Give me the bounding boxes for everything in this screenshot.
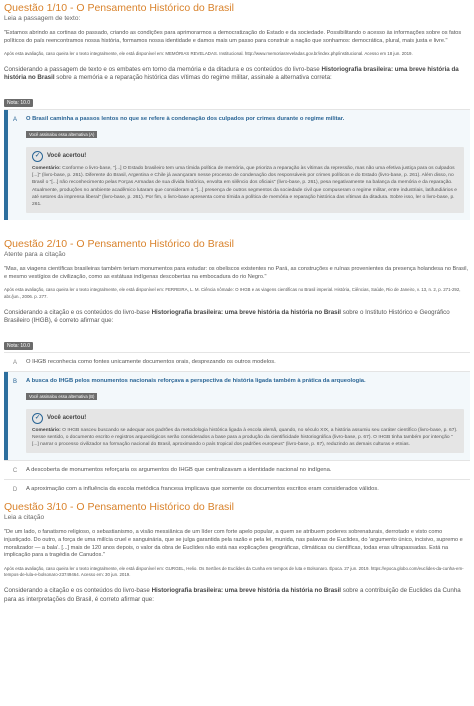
option-letter: C [12,468,18,475]
prompt-book-title: Historiografia brasileira: uma breve história da história no Brasil [4,65,459,82]
question-subtitle: Leia a citação [4,514,45,522]
feedback-title: Você acertou! [47,415,87,422]
comment-text: Conforme o livro-base, "[...] O Estado brasileiro tem uma tímida política de memória, que prioriza a reparação às vítimas da repressão, mas não uma efetiva justiça para os culpados [...]" (livro-base, p. 261). Diferente do Brasil, Argentina e Chile já avançaram nesse processo de condenação dos responsáveis por crimes políticos e do Estado (livro-base, p. 261). Além disso, no Brasil o "[...] não reconhecimento pelas Forças Armadas de sua dívida histórica, envolta em silêncio dos oficiais" (livro-base, p. 261), pesa negativamente na balança da memória e da reparação. Atualmente, produções no ambiente acadêmico lutaram que consideram a "[...] presença de outros segmentos da sociedade civil que compuseram o regime militar, entre industriais, latifundiários e até setores da imprensa liberal" (livro-base, p. 261). Por fim, o livro-base apresenta como tímida a política de memória e reparação histórica das vítimas da ditadura. Sobre isso, ler o livro-base, p. 261. [32,165,458,207]
option-text: O IHGB reconhecia como fontes unicamente documentos orais, desprezando os outros modelos. [26,358,276,365]
comment-text: O IHGB nasceu buscando se adequar aos padrões da metodologia histórica ligada à escola alemã, quando, no século XIX, a história assumiu seu caráter científico (livro-base, p. 67). Nesse sentido, o documento escrito e registros arqueológicos serão considerados a base para a produção da cientificidade historiográfica (livro-base, p. 67). O IHGB tinha também por intenção "[...] narrar o processo civilizador na formação nacional do Brasil, aproximando o país tropical dos padrões europeus" (livro-base, p. 67), reduzindo as demais culturas e etnias. [32,427,458,448]
question-1 [0,2,474,220]
question-prompt [4,66,470,83]
question-subtitle: Leia a passagem de texto: [4,15,81,22]
option-text: A busca do IHGB pelos monumentos nacionais reforçava a perspectiva de história ligada também à prática da arqueologia. [26,377,366,384]
question-reference: Após esta avaliação, caso queira ler o texto integralmente, ele está disponível em: FERREIRA, L. M. Ciência nômade: O IHGB e as viagens científicas no Brasil imperial. História, Ciências, Saúde, Rio de Janeiro, v. 13, n. 2, p. 271-292, abr./jun., 2006. p. 277. [4,287,461,299]
answer-option-b[interactable] [4,371,470,461]
option-letter: A [12,359,17,366]
feedback-comment [32,165,458,208]
question-3 [0,501,474,604]
feedback-comment [32,427,458,449]
question-title: Questão 3/10 - O Pensamento Histórico do Brasil [4,501,234,514]
prompt-text: sobre a memória e a reparação histórica das vítimas do regime militar, assinale a alternativa correta: [54,74,332,82]
comment-label: Comentário: [32,165,63,171]
grade-badge: Nota: 10.0 [4,99,33,107]
option-letter: B [12,378,17,385]
answer-option-c[interactable] [4,460,470,479]
option-letter: A [12,116,17,123]
question-quote: "Mas, as viagens científicas brasileiras também teriam monumentos para estudar: os obeliscos existentes no Pará, as construções e ruínas provenientes da presença holandesa no Brasil, e mesmo vestígios de civilização, como as estátuas indígenas descobertas na embocadura do rio Negro." [4,266,469,280]
question-prompt [4,587,470,604]
feedback-title: Você acertou! [47,153,87,160]
grade-badge: Nota: 10.0 [4,342,33,350]
prompt-book-title: Historiografia brasileira: uma breve história da história no Brasil [151,586,342,594]
prompt-text: sobre a contribuição de Euclides da Cunha para as interpretações do Brasil, é correto afirmar que: [4,586,461,603]
option-letter: D [12,487,18,494]
prompt-text: Considerando a citação e os conteúdos do livro-base [4,308,152,316]
comment-label: Comentário: [32,427,63,433]
prompt-text: Considerando a citação e os conteúdos do livro-base [4,586,152,594]
question-title: Questão 2/10 - O Pensamento Histórico do Brasil [4,238,234,251]
feedback-box [26,147,464,213]
question-prompt [4,309,470,326]
answer-option-d[interactable] [4,479,470,494]
option-text: O Brasil caminha a passos lentos no que se refere à condenação dos culpados por crimes durante o regime militar. [26,115,345,122]
check-icon: ✓ [32,413,43,424]
question-2 [0,238,474,494]
answer-option-a[interactable] [4,109,470,220]
prompt-text: sobre o Instituto Histórico e Geográfico Brasileiro (IHGB), é correto afirmar que: [4,308,450,325]
prompt-book-title: Historiografia brasileira: uma breve história da história no Brasil [151,308,342,316]
prompt-text: Considerando a passagem de texto e os embates em torno da memória e da ditadura e os conteúdos do livro-base [4,65,322,73]
question-reference: Após esta avaliação, caso queira ler o texto integralmente, ele está disponível em: MEMÓRIAS REVELADAS. Institucional. http://www.memoriasreveladas.gov.br/index.php/institucional. Acesso em 18 jun. 2019. [4,51,413,57]
answer-option-a[interactable] [4,352,470,371]
question-subtitle: Atente para a citação [4,251,66,259]
selected-badge: Você assinalou essa alternativa (A) [26,131,97,138]
check-icon: ✓ [32,151,43,162]
question-reference: Após esta avaliação, caso queira ler o texto integralmente, ele está disponível em: GURGEL, Helio. Os Sertões de Euclides da Cunha em tempos de luta e Bolsonaro. Época. 27 jun. 2019. https://epoca.globo.com/euclides-da-cunha-em-tempos-de-lula-e-bolsonaro-23749464. Acesso em: 30 jun. 2019. [4,565,464,578]
question-quote: "De um lado, o fanatismo religioso, o sebastianismo, a visão messiânica de um líder com forte apelo popular, a quem se atribuem poderes sobrenaturais, derrotado e visto como injustiçado. Do outro, a força de uma milícia cruel e sanguinária, que se julga garantida pela razão e pela lei, munida, nas palavras de Euclides, do 'argumento único, incisivo, supremo e moralizador — a bala'. [...] mais de 120 anos depois, o valor da obra de Euclides não está nas explicações geográficas, climáticas ou científicas, todas eras ultrapassadas. Está na implicação para a tragédia de Canudos." [4,529,463,559]
feedback-box [26,409,464,454]
selected-badge: Você assinalou essa alternativa (B) [26,393,97,400]
option-text: A aproximação com a influência da escola metódica francesa implicava que somente os documentos escritos eram considerados válidos. [26,486,379,493]
question-title: Questão 1/10 - O Pensamento Histórico do Brasil [4,2,234,14]
question-quote: "Estamos abrindo as cortinas do passado, criando as condições para aprimorarmos a democratização do Estado e da sociedade. Possibilitando o acesso às informações sobre os fatos políticos do país reencontramos nossa história, formamos nossa identidade e damos mais um passo para construir a nação que sonhamos: democrática, plural, mais justa e livre." [4,30,462,44]
option-text: A descoberta de monumentos reforçaria os argumentos do IHGB que centralizavam a identidade nacional no indígena. [26,467,332,474]
